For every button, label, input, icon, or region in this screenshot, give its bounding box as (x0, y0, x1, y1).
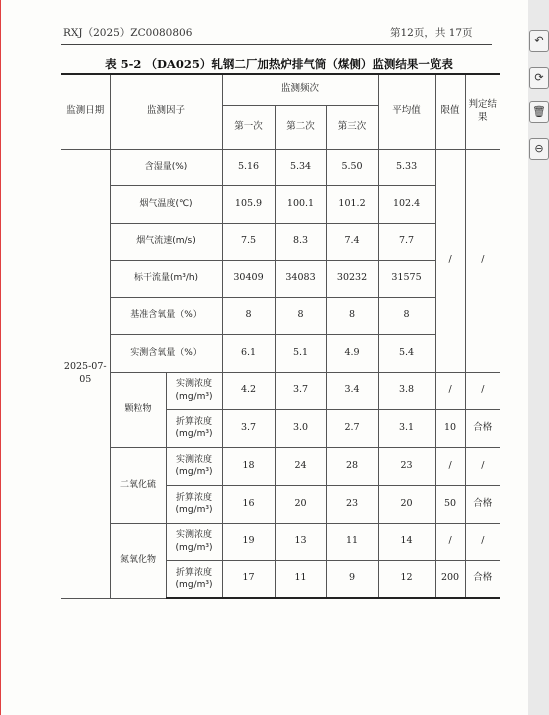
cell-judge: / (465, 523, 500, 560)
cell-limit: / (435, 149, 465, 372)
monitoring-results-table (61, 73, 500, 599)
sub-factor-converted: 折算浓度 (mg/m³) (166, 560, 222, 598)
cell-value: 8 (275, 297, 326, 334)
cell-value: 20 (275, 485, 326, 523)
cell-value: 23 (326, 485, 378, 523)
cell-value: 30232 (326, 260, 378, 297)
cell-value: 3.7 (275, 372, 326, 409)
cell-value: 8.3 (275, 223, 326, 260)
frequency-column-header: 监测频次 (222, 74, 378, 105)
cell-limit: / (435, 447, 465, 485)
cell-limit: 200 (435, 560, 465, 598)
factor-measured-oxygen: 实测含氧量（%） (110, 334, 222, 372)
cell-value: 13 (275, 523, 326, 560)
cell-value: 8 (326, 297, 378, 334)
cell-value: 5.50 (326, 149, 378, 185)
cell-average: 102.4 (378, 185, 435, 223)
sub-factor-converted: 折算浓度 (mg/m³) (166, 409, 222, 447)
cell-value: 28 (326, 447, 378, 485)
second-column-header: 第二次 (275, 105, 326, 149)
cell-value: 101.2 (326, 185, 378, 223)
page-info: 第12页，共 17页 (390, 27, 473, 39)
refresh-icon[interactable]: ⟳ (529, 67, 549, 89)
factor-column-header: 监测因子 (110, 74, 222, 149)
cell-value: 100.1 (275, 185, 326, 223)
judge-column-header: 判定结果 (465, 74, 500, 149)
cell-limit: / (435, 523, 465, 560)
cell-value: 3.7 (222, 409, 275, 447)
cell-value: 3.0 (275, 409, 326, 447)
cell-judge: / (465, 372, 500, 409)
cell-value: 6.1 (222, 334, 275, 372)
cell-value: 4.9 (326, 334, 378, 372)
cell-average: 23 (378, 447, 435, 485)
cell-average: 8 (378, 297, 435, 334)
cell-value: 105.9 (222, 185, 275, 223)
cell-average: 3.1 (378, 409, 435, 447)
cell-value: 18 (222, 447, 275, 485)
cell-value: 7.4 (326, 223, 378, 260)
cell-value: 5.34 (275, 149, 326, 185)
cell-value: 8 (222, 297, 275, 334)
monitoring-date: 2025-07-05 (61, 149, 110, 598)
cell-limit: / (435, 372, 465, 409)
cell-average: 12 (378, 560, 435, 598)
cell-value: 30409 (222, 260, 275, 297)
cell-average: 20 (378, 485, 435, 523)
cell-judge: / (465, 149, 500, 372)
header-divider (61, 44, 492, 45)
cell-limit: 50 (435, 485, 465, 523)
first-column-header: 第一次 (222, 105, 275, 149)
cell-judge: 合格 (465, 409, 500, 447)
rotate-icon[interactable]: ↶ (529, 30, 549, 52)
sub-factor-measured: 实测浓度 (mg/m³) (166, 523, 222, 560)
cell-value: 17 (222, 560, 275, 598)
factor-dry-flow: 标干流量(m³/h) (110, 260, 222, 297)
cell-average: 5.4 (378, 334, 435, 372)
cell-value: 2.7 (326, 409, 378, 447)
cell-value: 16 (222, 485, 275, 523)
cell-value: 11 (326, 523, 378, 560)
cell-value: 34083 (275, 260, 326, 297)
group-particulate: 颗粒物 (110, 372, 166, 447)
cell-value: 24 (275, 447, 326, 485)
sub-factor-converted: 折算浓度 (mg/m³) (166, 485, 222, 523)
table-title: 表 5-2 （DA025）轧钢二厂加热炉排气筒（煤侧）监测结果一览表 (105, 57, 453, 71)
group-nitrogen-oxides: 氮氧化物 (110, 523, 166, 598)
cell-value: 7.5 (222, 223, 275, 260)
delete-icon[interactable]: 🗑 (529, 101, 549, 123)
cell-value: 19 (222, 523, 275, 560)
cell-value: 11 (275, 560, 326, 598)
date-column-header: 监测日期 (61, 74, 110, 149)
cell-value: 5.16 (222, 149, 275, 185)
cell-average: 31575 (378, 260, 435, 297)
cell-average: 3.8 (378, 372, 435, 409)
cell-value: 5.1 (275, 334, 326, 372)
factor-reference-oxygen: 基准含氧量（%） (110, 297, 222, 334)
cell-judge: 合格 (465, 560, 500, 598)
third-column-header: 第三次 (326, 105, 378, 149)
limit-column-header: 限值 (435, 74, 465, 149)
group-sulfur-dioxide: 二氧化硫 (110, 447, 166, 523)
cell-value: 3.4 (326, 372, 378, 409)
report-number: RXJ（2025）ZC0080806 (63, 27, 193, 39)
zoom-out-icon[interactable]: ⊖ (529, 138, 549, 160)
sub-factor-measured: 实测浓度 (mg/m³) (166, 372, 222, 409)
cell-average: 7.7 (378, 223, 435, 260)
cell-value: 4.2 (222, 372, 275, 409)
factor-gas-temperature: 烟气温度(℃) (110, 185, 222, 223)
cell-average: 14 (378, 523, 435, 560)
cell-average: 5.33 (378, 149, 435, 185)
cell-judge: 合格 (465, 485, 500, 523)
cell-limit: 10 (435, 409, 465, 447)
factor-gas-velocity: 烟气流速(m/s) (110, 223, 222, 260)
average-column-header: 平均值 (378, 74, 435, 149)
cell-value: 9 (326, 560, 378, 598)
cell-judge: / (465, 447, 500, 485)
factor-moisture: 含湿量(%) (110, 149, 222, 185)
sub-factor-measured: 实测浓度 (mg/m³) (166, 447, 222, 485)
